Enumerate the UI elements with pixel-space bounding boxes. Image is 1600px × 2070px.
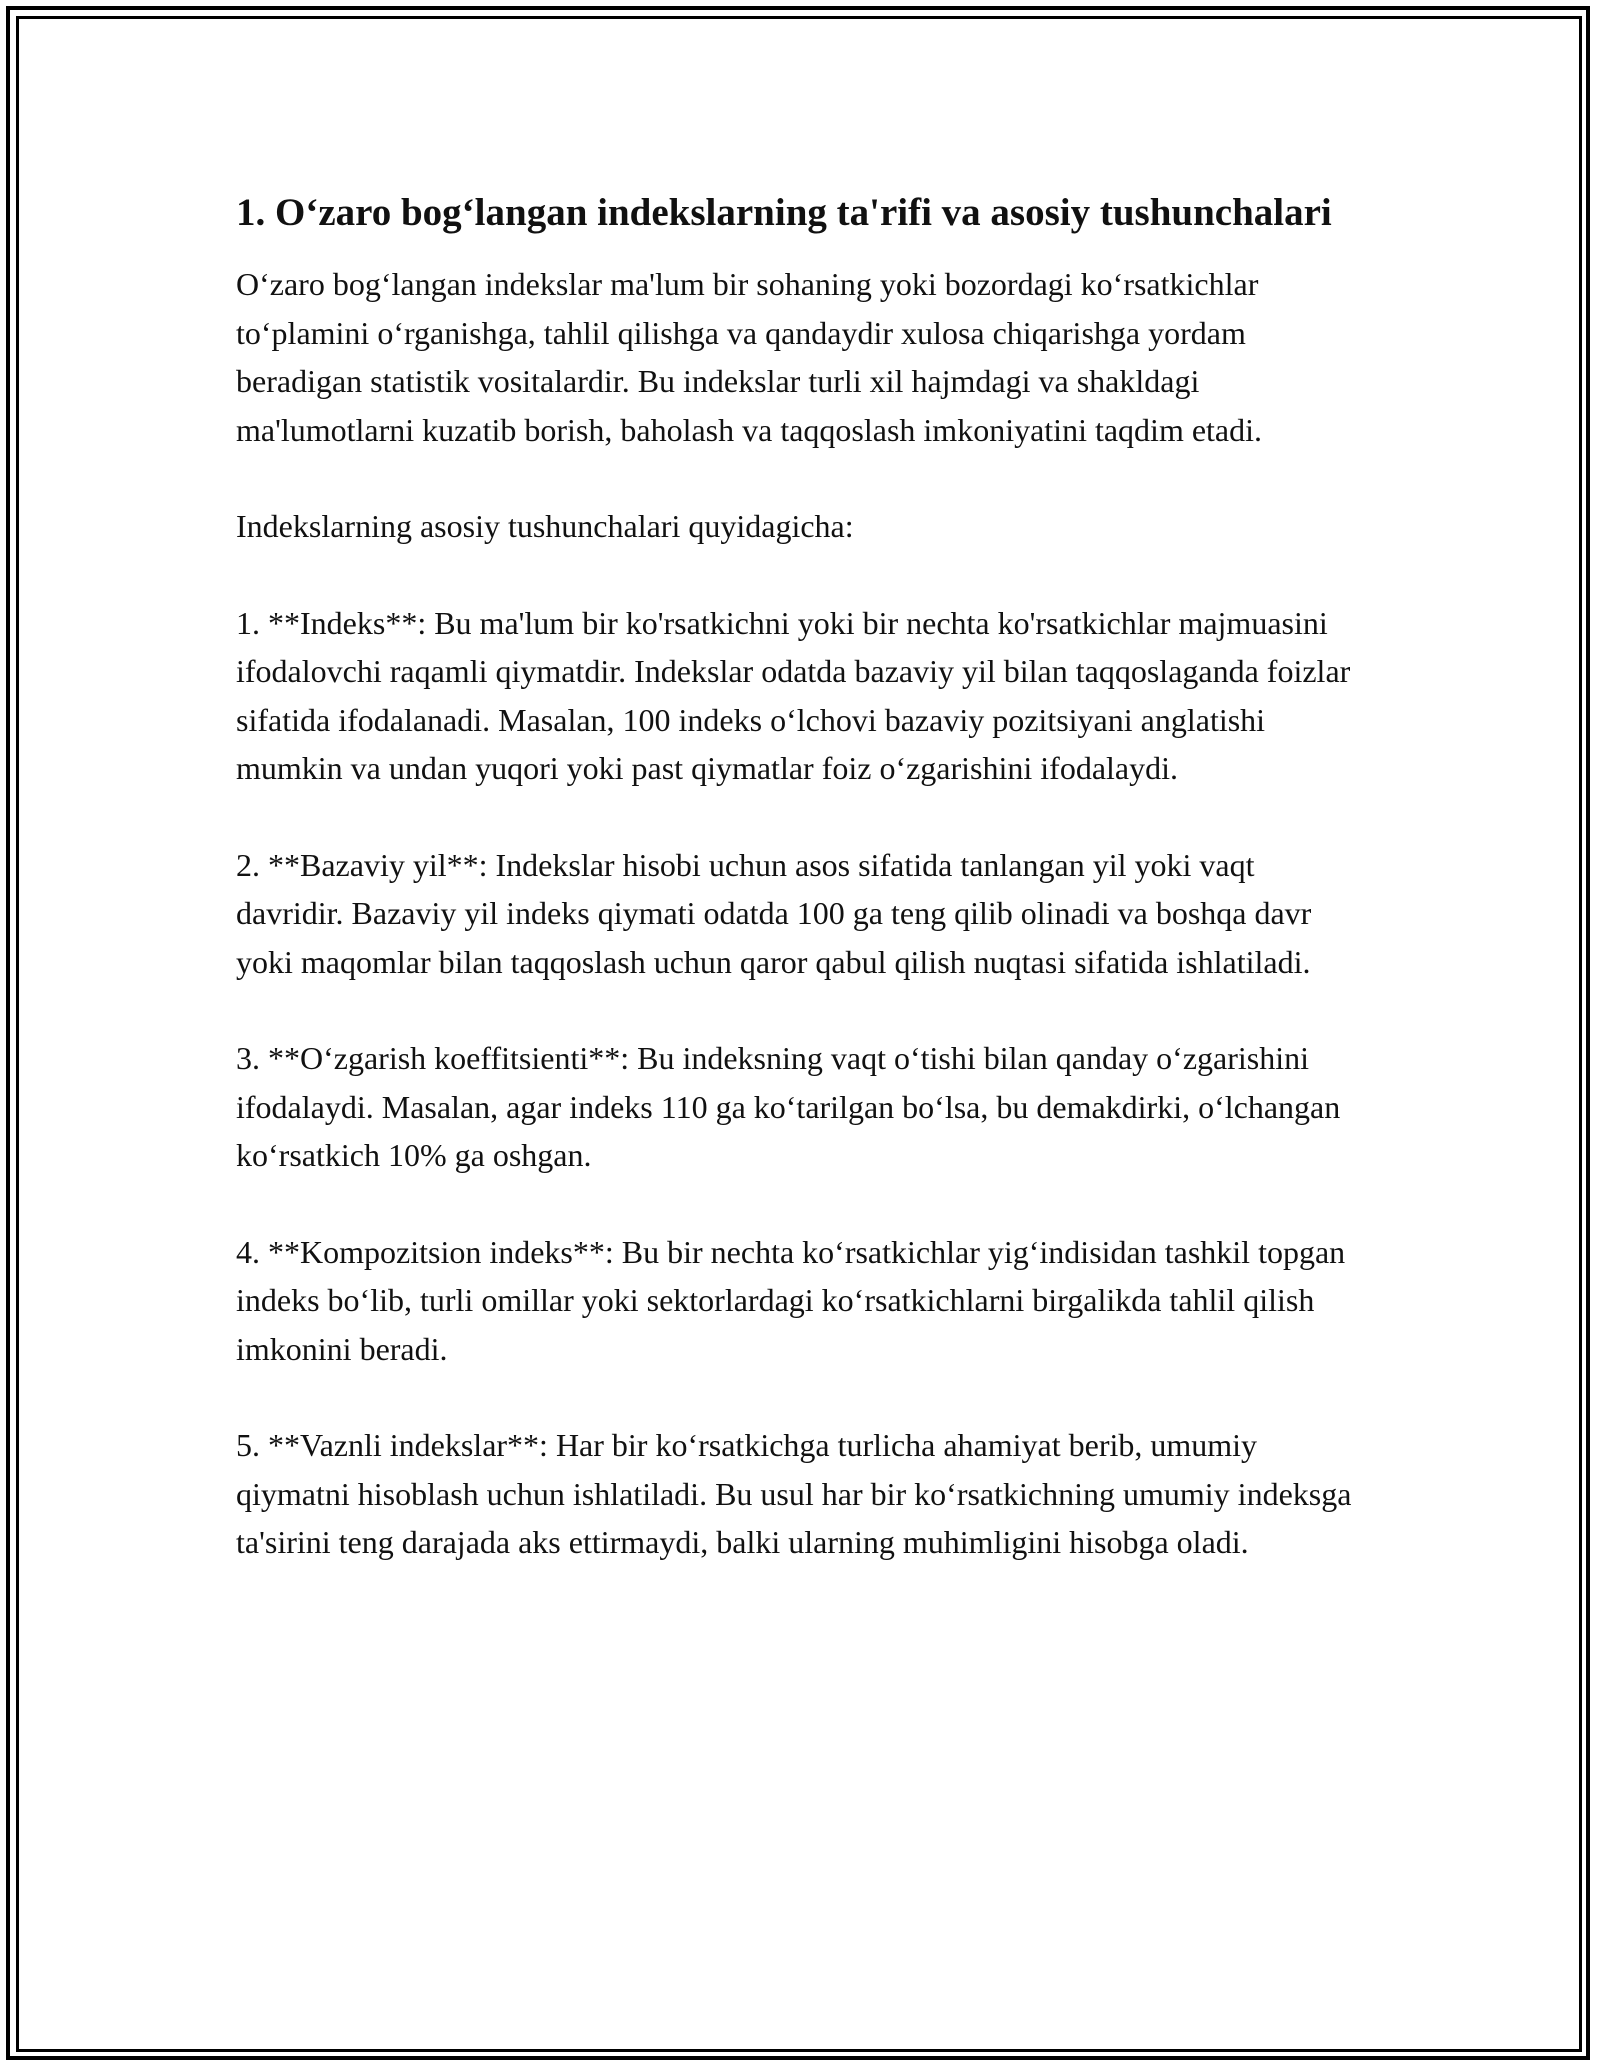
- paragraph-spacer: [236, 1180, 1366, 1228]
- paragraph-spacer: [236, 454, 1366, 502]
- section-title: 1. O‘zaro bog‘langan indekslarning ta'rifi va asosiy tushunchalari: [236, 191, 1332, 234]
- list-item-bazaviy-yil: 2. **Bazaviy yil**: Indekslar hisobi uchun asos sifatida tanlangan yil yoki vaqt davridir. Bazaviy yil indeks qiymati odatda 100 ga teng qilib olinadi va boshqa davr yoki maqomlar bilan taqqoslash uchun qaror qabul qilish nuqtasi sifatida ishlatiladi.: [236, 846, 1312, 980]
- document-body: [236, 186, 1366, 1567]
- paragraph-spacer: [236, 986, 1366, 1034]
- intro-paragraph: O‘zaro bog‘langan indekslar ma'lum bir sohaning yoki bozordagi ko‘rsatkichlar to‘plamini o‘rganishga, tahlil qilishga va qandaydir xulosa chiqarishga yordam beradigan statistik vositalardir. Bu indekslar turli xil hajmdagi va shakldagi ma'lumotlarni kuzatib borish, baholash va taqqoslash imkoniyatini taqdim etadi.: [236, 266, 1263, 448]
- paragraph-spacer: [236, 793, 1366, 841]
- paragraph-spacer: [236, 1373, 1366, 1421]
- paragraph-spacer: [236, 551, 1366, 599]
- list-item-indeks: 1. **Indeks**: Bu ma'lum bir ko'rsatkichni yoki bir nechta ko'rsatkichlar majmuasini ifodalovchi raqamli qiymatdir. Indekslar odatda bazaviy yil bilan taqqoslaganda foizlar sifatida ifodalanadi. Masalan, 100 indeks o‘lchovi bazaviy pozitsiyani anglatishi mumkin va undan yuqori yoki past qiymatlar foiz o‘zgarishini ifodalaydi.: [236, 604, 1351, 786]
- list-item-kompozitsion-indeks: 4. **Kompozitsion indeks**: Bu bir nechta ko‘rsatkichlar yig‘indisidan tashkil topgan indeks bo‘lib, turli omillar yoki sektorlardagi ko‘rsatkichlarni birgalikda tahlil qilish imkonini beradi.: [236, 1233, 1346, 1367]
- lead-paragraph: Indekslarning asosiy tushunchalari quyidagicha:: [236, 508, 854, 544]
- list-item-ozgarish-koeffitsienti: 3. **O‘zgarish koeffitsienti**: Bu indeksning vaqt o‘tishi bilan qanday o‘zgarishini ifodalaydi. Masalan, agar indeks 110 ga ko‘tarilgan bo‘lsa, bu demakdirki, o‘lchangan ko‘rsatkich 10% ga oshgan.: [236, 1040, 1341, 1173]
- list-item-vaznli-indekslar: 5. **Vaznli indekslar**: Har bir ko‘rsatkichga turlicha ahamiyat berib, umumiy qiymatni hisoblash uchun ishlatiladi. Bu usul har bir ko‘rsatkichning umumiy indeksga ta'sirini teng darajada aks ettirmaydi, balki ularning muhimligini hisobga oladi.: [236, 1427, 1352, 1560]
